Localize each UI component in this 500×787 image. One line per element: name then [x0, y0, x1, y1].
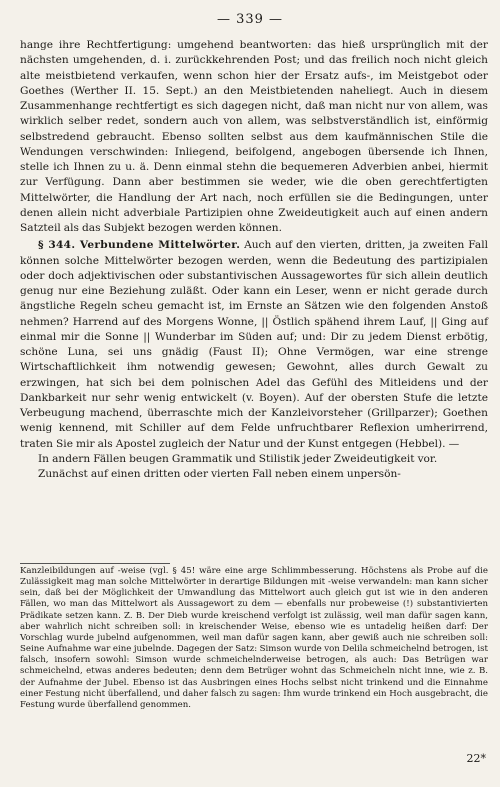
- signature-mark: 22*: [466, 752, 486, 765]
- section-text: Auch auf den vierten, dritten, ja zweiten Fall können solche Mittelwörter bezogen werden, wenn die Bedeutung des partizipialen oder doch adjektivischen oder substantivischen Aussagewortes für sich allein deutlich genug nur eine Beziehung zuläßt. Oder kann ein Leser, wenn er nicht gerade durch ängstliche Regeln scheu gemacht ist, im Ernste an Sätzen wie den folgenden Anstoß nehmen? Harrend auf des Morgens Wonne, || Östlich spähend ihrem Lauf, || Ging auf einmal mir die Sonne || Wunderbar im Süden auf; und: Dir zu jedem Dienst erbötig, schöne Luna, sei uns gnädig (Faust II); Ohne Vermögen, war eine strenge Wirtschaftlichkeit ihm notwendig gewesen; Gewohnt, alles durch Gewalt zu erzwingen, hat sich bei dem polnischen Adel das Gefühl des Mitleidens und der Dankbarkeit nur sehr wenig entwickelt (v. Boyen). Auf der obersten Stufe die letzte Verbeugung machend, überraschte mich der Kanzleivorsteher (Grillparzer); Goethen wenig kennend, mit Schiller auf dem Felde unfruchtbarer Reflexion umherirrend, traten Sie mir als Apostel zugleich der Natur und der Kunst entgegen (Hebbel). —: [20, 239, 488, 450]
- paragraph-next: Zunächst auf einen dritten oder vierten Fall neben einem unpersön-: [38, 468, 401, 480]
- paragraph-section-344: [20, 238, 488, 452]
- paragraph-continuation: hange ihre Rechtfertigung: umgehend beantworten: das hieß ursprünglich mit der nächsten umgehenden, d. i. zurückkehrenden Post; und das freilich noch nicht gleich alte meistbietend verkaufen, wenn schon hier der Ersatz aufs-, im Meistgebot oder Goethes (Werther II. 15. Sept.) an den Meistbietenden naheliegt. Auch in diesem Zusammenhange rechtfertigt es sich dagegen nicht, daß man nicht nur von allem, was wirklich selber redet, sondern auch von allem, was selbstverständlich ist, einförmig selbstredend gebraucht. Ebenso sollten selbst aus dem kaufmännischen Stile die Wendungen verschwinden: Inliegend, beifolgend, angebogen übersende ich Ihnen, stelle ich Ihnen zu u. ä. Denn einmal stehn die bequemeren Adverbien anbei, hiermit zur Verfügung. Dann aber bestimmen sie weder, wie die oben gerechtfertigten Mittelwörter, die Handlung der Art nach, noch erfüllen sie die Bedingungen, unter denen allein nicht adverbiale Partizipien ohne Zweideutigkeit auch auf einen andern Satzteil als das Subjekt bezogen werden können.: [20, 39, 488, 234]
- main-text: [20, 38, 488, 482]
- paragraph-grammar: In andern Fällen beugen Grammatik und Stilistik jeder Zweideutigkeit vor.: [38, 452, 438, 465]
- footnote: [20, 566, 488, 711]
- page-number: — 339 —: [216, 12, 284, 27]
- section-heading: § 344. Verbundene Mittelwörter.: [38, 239, 241, 252]
- footnote-text: Kanzleibildungen auf -weise (vgl. § 45! wäre eine arge Schlimmbesserung. Höchstens als Probe auf die Zulässigkeit mag man solche Mittelwörter in derartige Bildungen mit -weise verwandeln: man kann sicher sein, daß bei der Möglichkeit der Umwandlung das Mittelwort auch gleich gut ist wie in den anderen Fällen, wo man das Mittelwort als Aussagewort zu dem — ebenfalls nur probeweise (!) substantivierten Prädikate setzen kann. Z. B. Der Dieb wurde kreischend verfolgt ist zulässig, weil man dafür sagen kann, aber wahrlich nicht schreiben soll: in kreischender Weise, ebenso wie es untadelig heißen darf: Der Vorschlag wurde jubelnd aufgenommen, weil man dafür sagen kann, aber gewiß auch nie schreiben soll: Seine Aufnahme war eine jubelnde. Dagegen der Satz: Simson wurde von Delila schmeichelnd betrogen, ist falsch, insofern sowohl: Simson wurde schmeichelnderweise betrogen, als auch: Das Betrügen war schmeichelnd, etwas anderes bedeuten; denn dem Betrüger wohnt das Schmeicheln nicht inne, wie z. B. der Aufnahme der Jubel. Ebenso ist das Ausbringen eines Hochs selbst nicht trinkend und die Einnahme einer Festung nicht überfallend, und daher falsch zu sagen: Ihm wurde trinkend ein Hoch ausgebracht, die Festung wurde überfallend genommen.: [20, 566, 488, 710]
- footnote-rule: [20, 563, 170, 564]
